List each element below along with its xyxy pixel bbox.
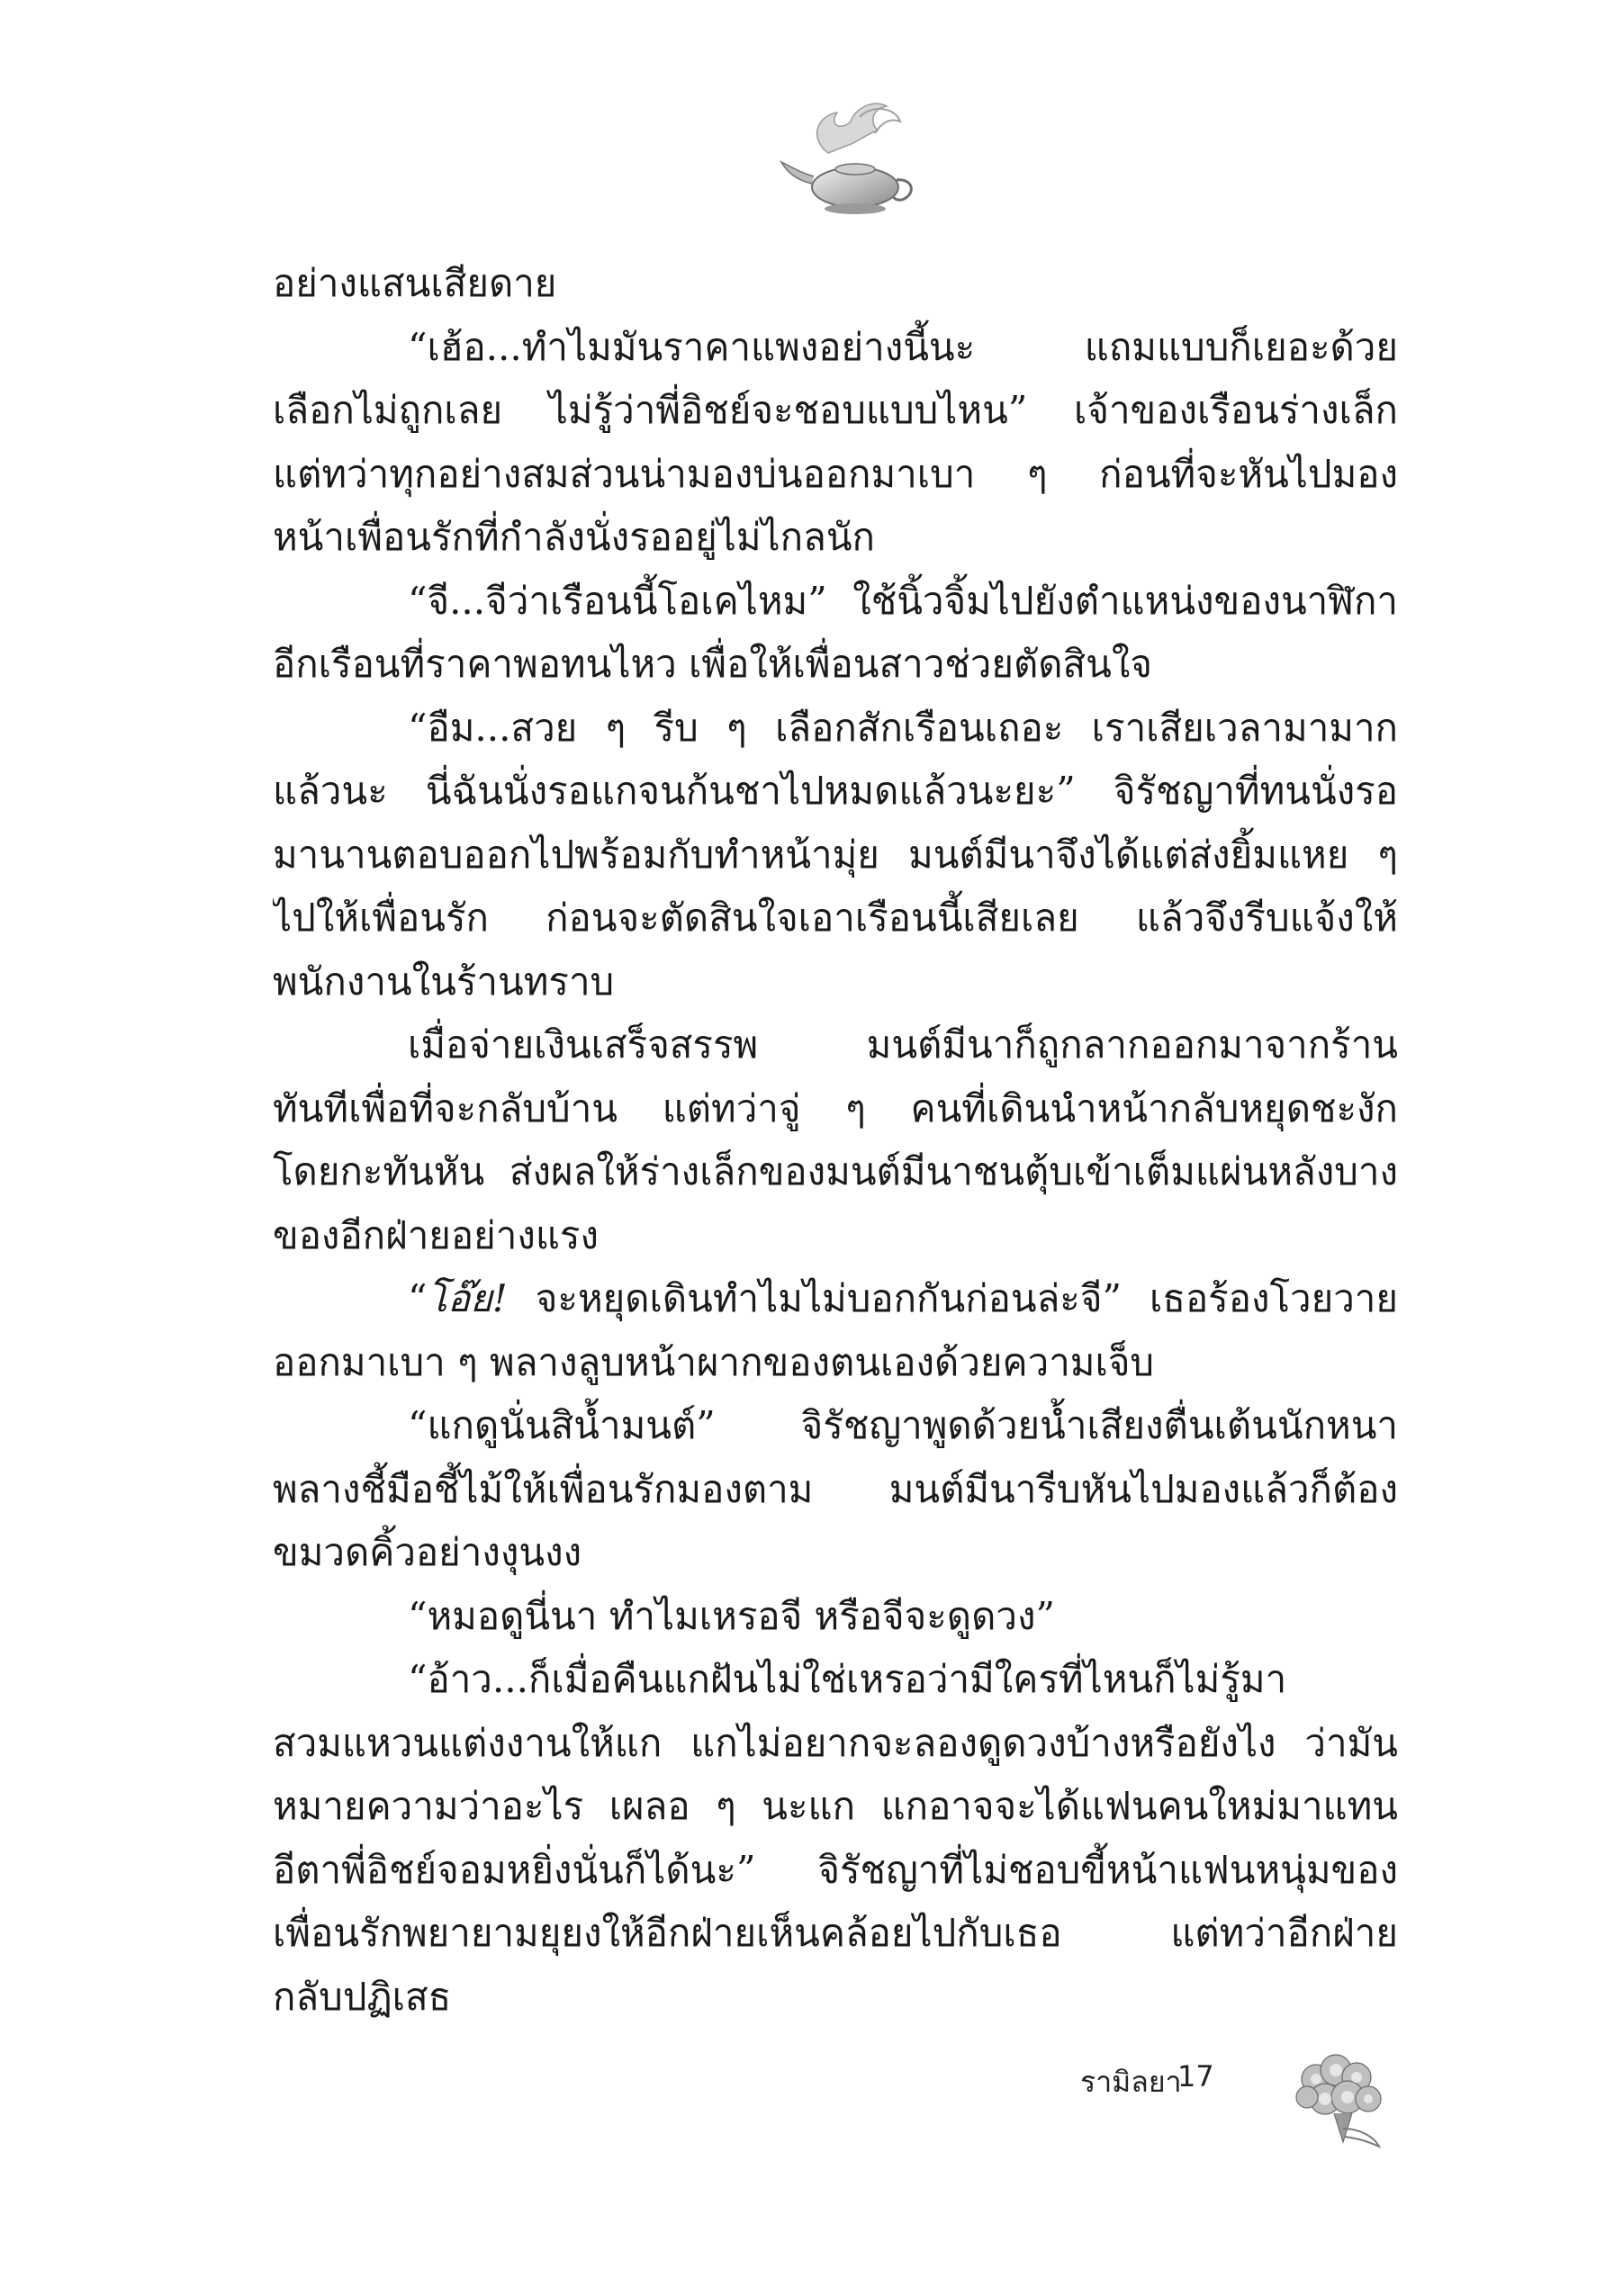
text-line: ทันทีเพื่อที่จะกลับบ้าน แต่ทว่าจู่ ๆ คนที่เดินนำหน้ากลับหยุดชะงัก	[273, 1085, 1398, 1130]
text-line: กลับปฏิเสธ	[273, 1974, 452, 2019]
text-line: “อ้าว...ก็เมื่อคืนแกฝันไม่ใช่เหรอว่ามีใครที่ไหนก็ไม่รู้มา	[408, 1657, 1287, 1701]
text-line: แต่ทว่าทุกอย่างสมส่วนน่ามองบ่นออกมาเบา ๆ ก่อนที่จะหันไปมอง	[273, 451, 1398, 496]
text-line: “เฮ้อ...ทำไมมันราคาแพงอย่างนี้นะ แถมแบบก็เยอะด้วย	[408, 324, 1398, 369]
text-line: อย่างแสนเสียดาย	[273, 261, 557, 305]
text-line: พนักงานในร้านทราบ	[273, 959, 615, 1004]
text-line: เพื่อนรักพยายามยุยงให้อีกฝ่ายเห็นคล้อยไปกับเธอ แต่ทว่าอีกฝ่าย	[273, 1911, 1398, 1955]
text-line: “แกดูนั่นสิน้ำมนต์” จิรัชญาพูดด้วยน้ำเสียงตื่นเต้นนักหนา	[408, 1403, 1398, 1447]
text-line: หมายความว่าอะไร เผลอ ๆ นะแก แกอาจจะได้แฟนคนใหม่มาแทน	[273, 1784, 1398, 1828]
text-line: “อืม...สวย ๆ รีบ ๆ เลือกสักเรือนเถอะ เราเสียเวลามามาก	[408, 705, 1398, 750]
text-line: เลือกไม่ถูกเลย ไม่รู้ว่าพี่อิชย์จะชอบแบบไหน” เจ้าของเรือนร่างเล็ก	[273, 388, 1398, 432]
text-line: มานานตอบออกไปพร้อมกับทำหน้ามุ่ย มนต์มีนาจึงได้แต่ส่งยิ้มแหย ๆ	[273, 832, 1398, 877]
text-line: “จี...จีว่าเรือนนี้โอเคไหม” ใช้นิ้วจิ้มไปยังตำแหน่งของนาฬิกา	[408, 578, 1398, 623]
text-line: ขมวดคิ้วอย่างงุนงง	[273, 1530, 582, 1574]
text-line: เมื่อจ่ายเงินเสร็จสรรพ มนต์มีนาก็ถูกลากออกมาจากร้าน	[408, 1022, 1398, 1067]
text-line: สวมแหวนแต่งงานให้แก แกไม่อยากจะลองดูดวงบ้างหรือยังไง ว่ามัน	[273, 1720, 1398, 1765]
text-line-quote: “	[408, 1276, 428, 1320]
text-line	[273, 1267, 1398, 1331]
text-line: ออกมาเบา ๆ พลางลูบหน้าผากของตนเองด้วยความเจ็บ	[273, 1339, 1155, 1384]
body-text	[273, 252, 1398, 2029]
text-line: โดยกะทันหัน ส่งผลให้ร่างเล็กของมนต์มีนาชนตุ้บเข้าเต็มแผ่นหลังบาง	[273, 1149, 1398, 1193]
teapot-steam-icon	[774, 90, 927, 225]
italic-exclamation: โอ๊ย!	[427, 1276, 508, 1320]
page-footer	[1080, 2043, 1440, 2151]
text-line: ของอีกฝ่ายอย่างแรง	[273, 1212, 599, 1257]
text-line: แล้วนะ นี่ฉันนั่งรอแกจนก้นชาไปหมดแล้วนะยะ” จิรัชญาที่ทนนั่งรอ	[273, 769, 1398, 813]
author-name: รามิลยา	[1080, 2065, 1182, 2099]
text-line: พลางชี้มือชี้ไม้ให้เพื่อนรักมองตาม มนต์มีนารีบหันไปมองแล้วก็ต้อง	[273, 1466, 1398, 1511]
text-line: ไปให้เพื่อนรัก ก่อนจะตัดสินใจเอาเรือนนี้เสียเลย แล้วจึงรีบแจ้งให้	[273, 896, 1398, 940]
page-number: 17	[1177, 2059, 1214, 2093]
text-line: อีตาพี่อิชย์จอมหยิ่งนั่นก็ได้นะ” จิรัชญาที่ไม่ชอบขี้หน้าแฟนหนุ่มของ	[273, 1847, 1398, 1892]
text-line: หน้าเพื่อนรักที่กำลังนั่งรออยู่ไม่ไกลนัก	[273, 515, 875, 559]
flower-bouquet-icon	[1280, 2043, 1397, 2151]
text-line: อีกเรือนที่ราคาพอทนไหว เพื่อให้เพื่อนสาวช่วยตัดสินใจ	[273, 642, 1153, 686]
text-line: “หมอดูนี่นา ทำไมเหรอจี หรือจีจะดูดวง”	[408, 1593, 1055, 1638]
text-line-rest: จะหยุดเดินทำไมไม่บอกกันก่อนล่ะจี” เธอร้องโวยวาย	[507, 1276, 1398, 1320]
